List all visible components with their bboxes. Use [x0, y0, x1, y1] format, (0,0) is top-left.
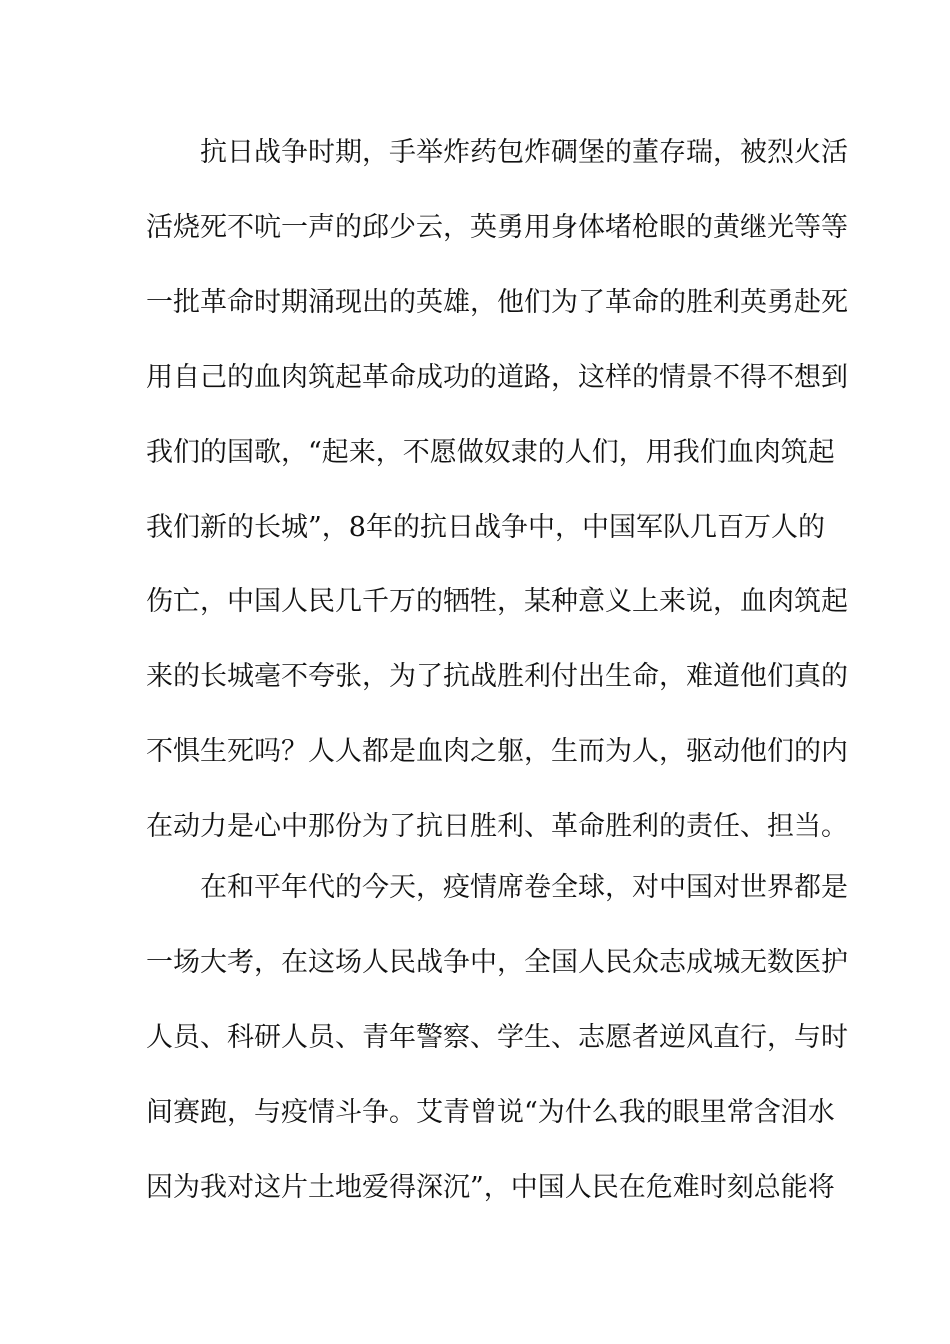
- text-line: 人员、科研人员、青年警察、学生、志愿者逆风直行，与时: [146, 1022, 848, 1053]
- text-line: 我们新的长城”，8年的抗日战争中，中国军队几百万人的: [146, 512, 825, 543]
- text-line: 在和平年代的今天，疫情席卷全球，对中国对世界都是: [200, 872, 848, 903]
- text-line: 我们的国歌，“起来，不愿做奴隶的人们，用我们血肉筑起: [146, 437, 835, 468]
- text-line: 因为我对这片土地爱得深沉”，中国人民在危难时刻总能将: [146, 1172, 835, 1203]
- text-line: 伤亡，中国人民几千万的牺牲，某种意义上来说，血肉筑起: [146, 586, 848, 617]
- text-line: 在动力是心中那份为了抗日胜利、革命胜利的责任、担当。: [146, 811, 848, 842]
- text-line: 间赛跑，与疫情斗争。艾青曾说“为什么我的眼里常含泪水: [146, 1097, 835, 1128]
- text-line: 来的长城毫不夸张，为了抗战胜利付出生命，难道他们真的: [146, 661, 848, 692]
- text-line: 抗日战争时期，手举炸药包炸碉堡的董存瑞，被烈火活: [200, 137, 848, 168]
- text-line: 用自己的血肉筑起革命成功的道路，这样的情景不得不想到: [146, 362, 848, 393]
- text-line: 一批革命时期涌现出的英雄，他们为了革命的胜利英勇赴死: [146, 287, 848, 318]
- text-line: 活烧死不吭一声的邱少云，英勇用身体堵枪眼的黄继光等等: [146, 212, 848, 243]
- text-line: 不惧生死吗？人人都是血肉之躯，生而为人，驱动他们的内: [146, 736, 848, 767]
- text-line: 一场大考，在这场人民战争中，全国人民众志成城无数医护: [146, 947, 848, 978]
